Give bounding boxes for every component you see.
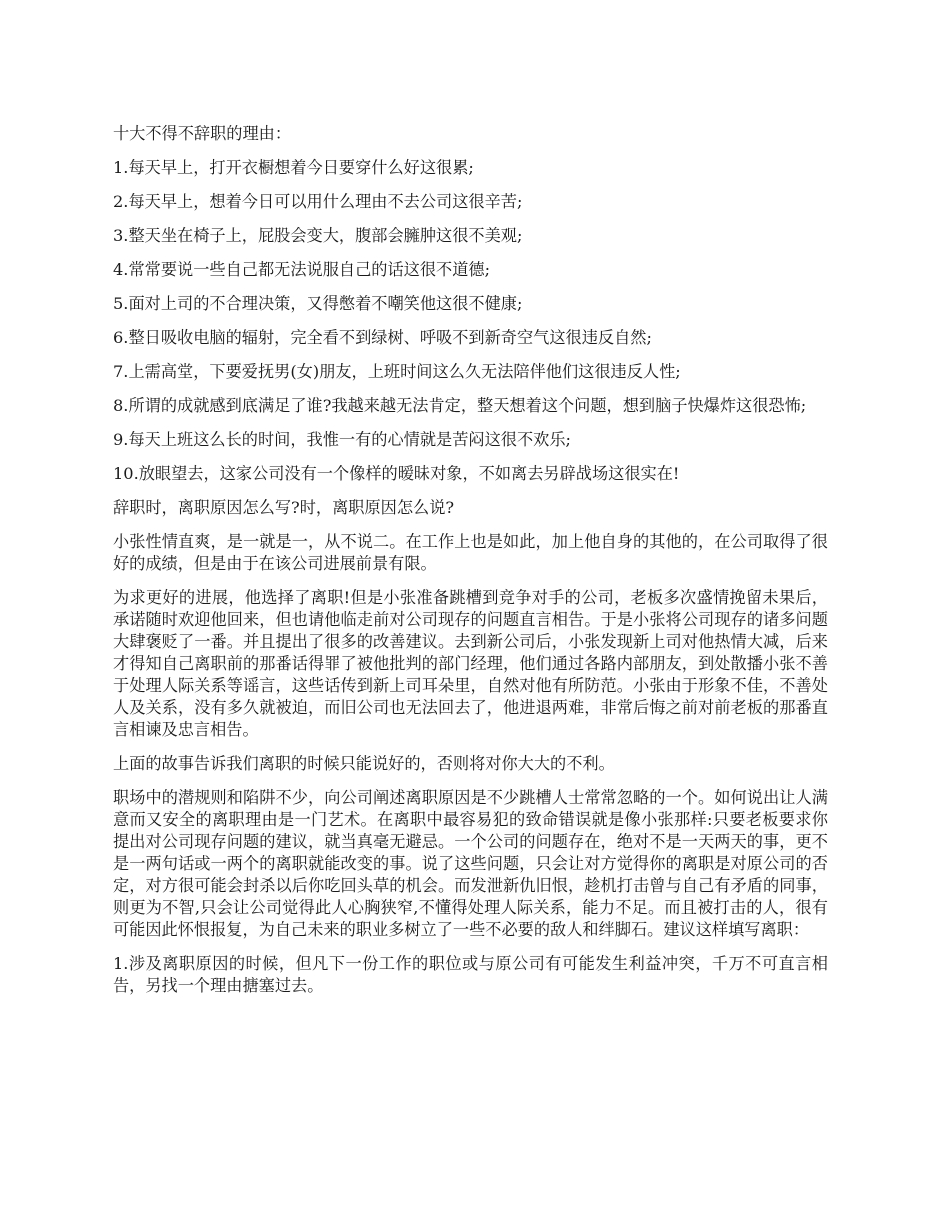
list-item-6: 6.整日吸收电脑的辐射，完全看不到绿树、呼吸不到新奇空气这很违反自然; <box>113 328 652 347</box>
list-item-8: 8.所谓的成就感到底满足了谁?我越来越无法肯定，整天想着这个问题，想到脑子快爆炸这很恐怖; <box>113 396 807 415</box>
advice-item-1: 1.涉及离职原因的时候，但凡下一份工作的职位或与原公司有可能发生利益冲突，千万不可直言相告，另找一个理由搪塞过去。 <box>113 954 828 995</box>
list-item-1: 1.每天早上，打开衣橱想着今日要穿什么好这很累; <box>113 158 474 177</box>
list-item-3: 3.整天坐在椅子上，屁股会变大，腹部会臃肿这很不美观; <box>113 226 523 245</box>
story-moral: 上面的故事告诉我们离职的时候只能说好的，否则将对你大大的不利。 <box>113 754 615 773</box>
story-paragraph-body: 为求更好的进展，他选择了离职!但是小张准备跳槽到竞争对手的公司，老板多次盛情挽留未果后，承诺随时欢迎他回来，但也请他临走前对公司现存的问题直言相告。于是小张将公司现存的诸多问题大肆褒贬了一番。并且提出了很多的改善建议。去到新公司后，小张发现新上司对他热情大减，后来才得知自己离职前的那番话得罪了被他批判的部门经理，他们通过各路内部朋友，到处散播小张不善于处理人际关系等谣言，这些话传到新上司耳朵里，自然对他有所防范。小张由于形象不佳，不善处人及关系，没有多久就被迫，而旧公司也无法回去了，他进退两难，非常后悔之前对前老板的那番直言相谏及忠言相告。 <box>113 588 828 739</box>
list-item-9: 9.每天上班这么长的时间，我惟一有的心情就是苦闷这很不欢乐; <box>113 430 571 449</box>
list-item-5: 5.面对上司的不合理决策，又得憋着不嘲笑他这很不健康; <box>113 294 523 313</box>
advice-paragraph: 职场中的潜规则和陷阱不少，向公司阐述离职原因是不少跳槽人士常常忽略的一个。如何说出让人满意而又安全的离职理由是一门艺术。在离职中最容易犯的致命错误就是像小张那样:只要老板要求你提出对公司现存问题的建议，就当真毫无避忌。一个公司的问题存在，绝对不是一天两天的事，更不是一两句话或一两个的离职就能改变的事。说了这些问题，只会让对方觉得你的离职是对原公司的否定，对方很可能会封杀以后你吃回头草的机会。而发泄新仇旧恨，趁机打击曾与自己有矛盾的同事，则更为不智,只会让公司觉得此人心胸狭窄,不懂得处理人际关系，能力不足。而且被打击的人，很有可能因此怀恨报复，为自己未来的职业多树立了一些不必要的敌人和绊脚石。建议这样填写离职： <box>113 788 828 939</box>
list-item-2: 2.每天早上，想着今日可以用什么理由不去公司这很辛苦; <box>113 192 523 211</box>
list-item-7: 7.上需高堂，下要爱抚男(女)朋友，上班时间这么久无法陪伴他们这很违反人性; <box>113 362 681 381</box>
story-paragraph-intro: 小张性情直爽，是一就是一，从不说二。在工作上也是如此，加上他自身的其他的，在公司取得了很好的成绩，但是由于在该公司进展前景有限。 <box>113 532 828 573</box>
list-item-10: 10.放眼望去，这家公司没有一个像样的暧昧对象，不如离去另辟战场这很实在! <box>113 464 680 483</box>
section-question: 辞职时，离职原因怎么写?时，离职原因怎么说? <box>113 498 455 517</box>
list-item-4: 4.常常要说一些自己都无法说服自己的话这很不道德; <box>113 260 491 279</box>
document-heading: 十大不得不辞职的理由： <box>113 124 292 143</box>
document-page <box>113 123 828 1009</box>
